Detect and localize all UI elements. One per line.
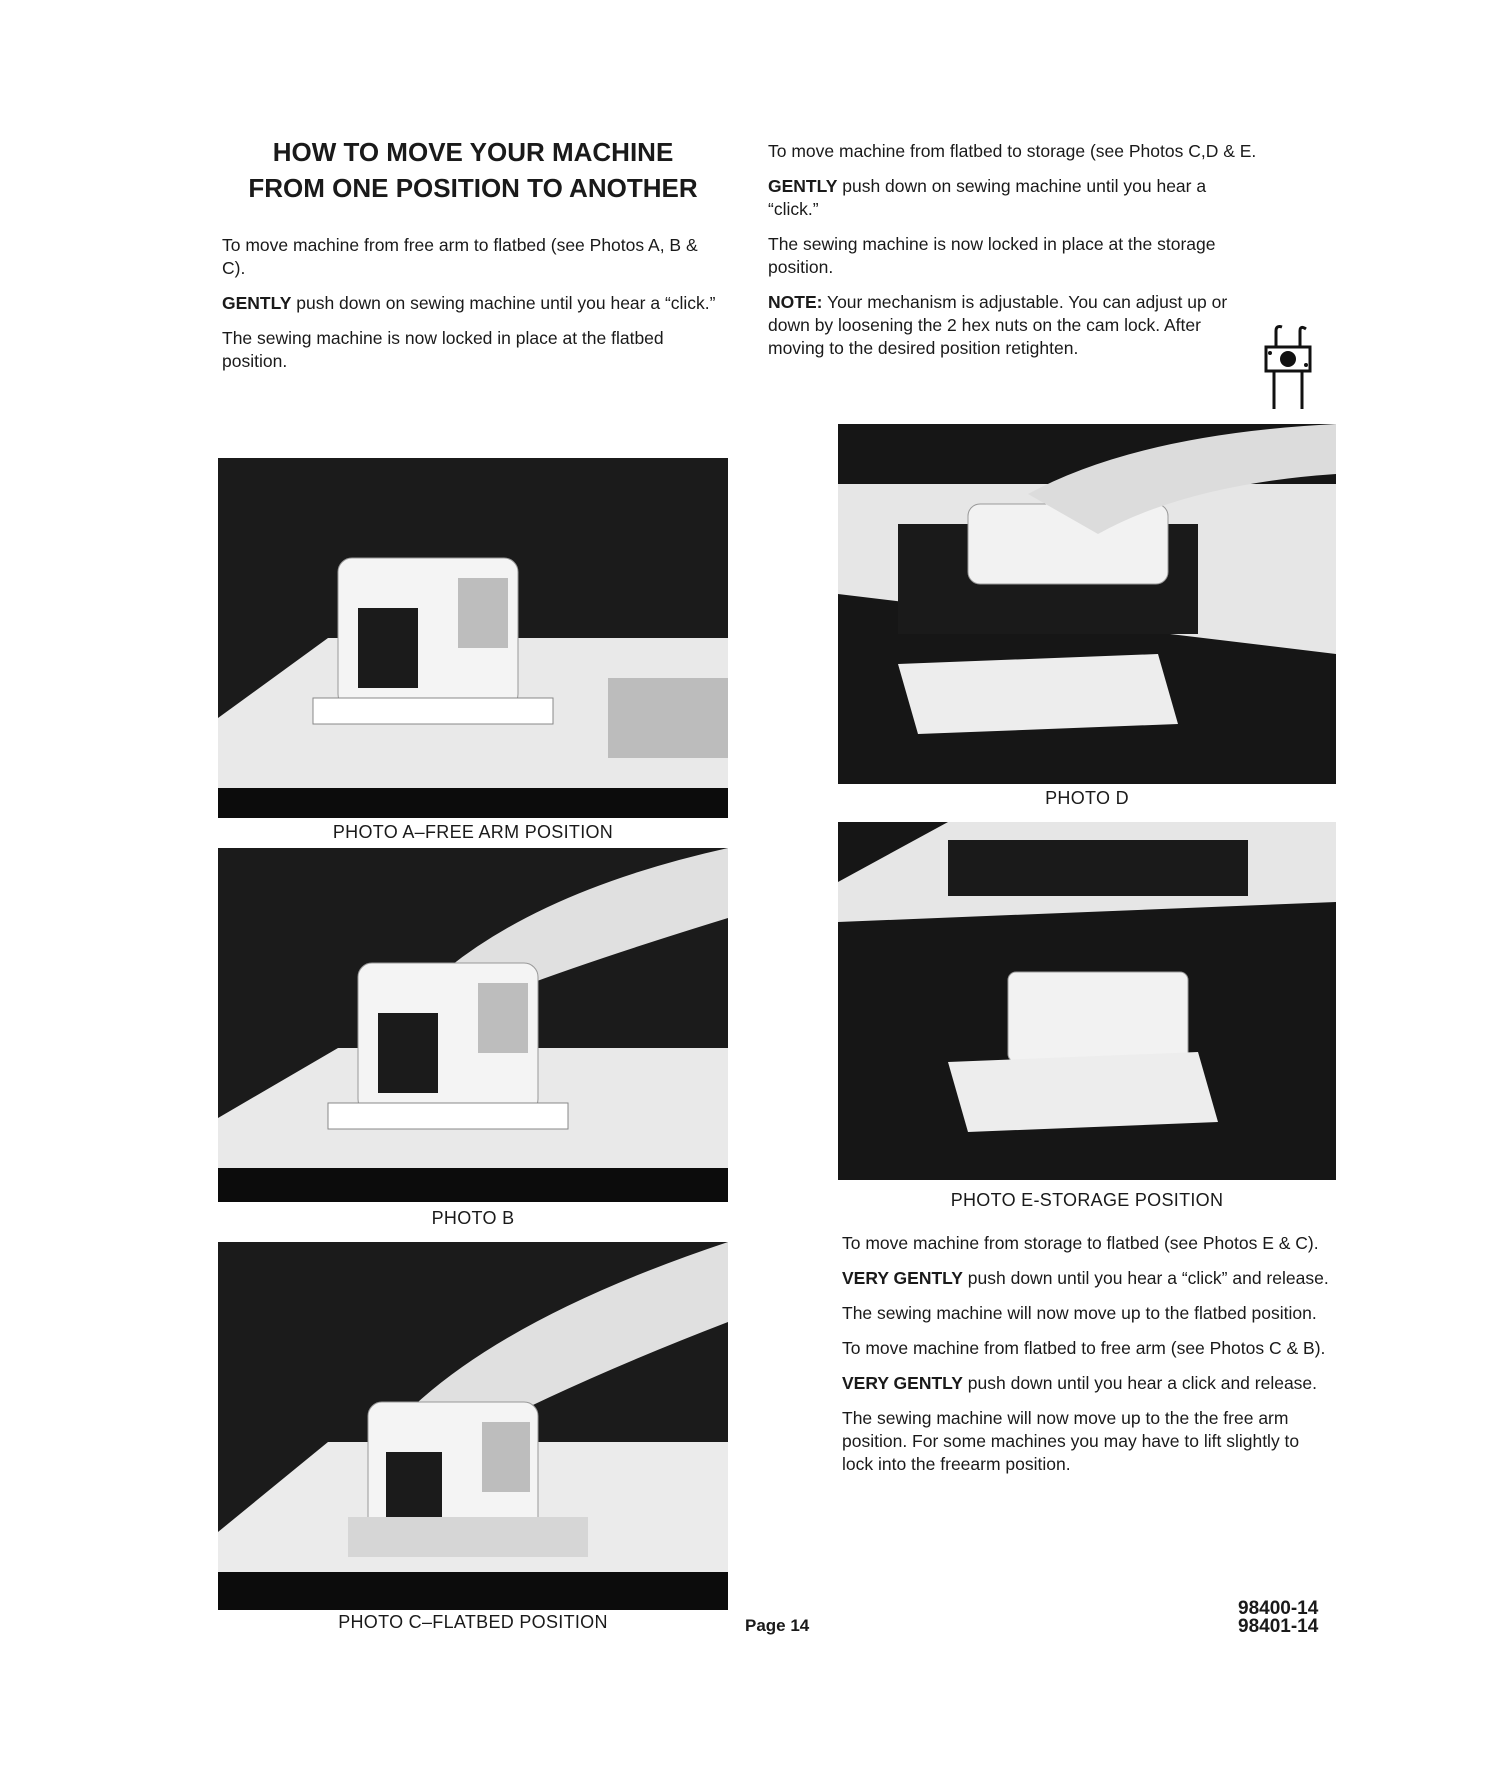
left-intro: To move machine from free arm to flatbed (see Photos A, B & C). [222, 235, 698, 278]
right-gently-step [768, 175, 1258, 221]
page-title-line-1: HOW TO MOVE YOUR MACHINE [272, 137, 674, 167]
page-title [218, 134, 728, 206]
caption-photo-a: PHOTO A–FREE ARM POSITION [332, 822, 614, 842]
right-intro: To move machine from flatbed to storage (see Photos C,D & E. [768, 141, 1257, 161]
page-title-line-2: FROM ONE POSITION TO ANOTHER [248, 173, 698, 203]
very-gently-text-1: push down until you hear a “click” and release. [962, 1268, 1329, 1288]
photo-c [218, 1242, 728, 1610]
page-number: Page 14 [745, 1616, 810, 1635]
cam-lock-icon [1262, 323, 1314, 413]
left-gently-bold: GENTLY [222, 293, 292, 313]
photo-e [838, 822, 1336, 1180]
flatbed-to-freearm-step [842, 1372, 1332, 1395]
caption-photo-c: PHOTO C–FLATBED POSITION [338, 1612, 608, 1632]
photo-a [218, 458, 728, 818]
very-gently-bold-1: VERY GENTLY [842, 1268, 963, 1288]
left-gently-text: push down on sewing machine until you hear a “click.” [291, 293, 716, 313]
photo-b [218, 848, 728, 1202]
note-text: Your mechanism is adjustable. You can adjust up or down by loosening the 2 hex nuts on the cam lock. After moving to the desired position retighten. [768, 292, 1228, 358]
model-codes [1238, 1600, 1318, 1636]
right-locked-note: The sewing machine is now locked in place at the storage position. [768, 234, 1216, 277]
flatbed-to-freearm-intro: To move machine from flatbed to free arm (see Photos C & B). [842, 1338, 1326, 1358]
left-gently-step [222, 292, 722, 315]
storage-to-flatbed-intro: To move machine from storage to flatbed (see Photos E & C). [842, 1233, 1319, 1253]
photo-d [838, 424, 1336, 784]
right-gently-bold: GENTLY [768, 176, 838, 196]
note-bold: NOTE: [768, 292, 823, 312]
caption-photo-d: PHOTO D [1045, 788, 1129, 808]
caption-photo-b: PHOTO B [431, 1208, 515, 1228]
right-top-instructions [768, 140, 1258, 372]
left-instructions [222, 234, 722, 385]
right-bottom-instructions [842, 1232, 1332, 1488]
right-gently-text: push down on sewing machine until you hear a “click.” [768, 176, 1207, 219]
model-code-2: 98401-14 [1238, 1616, 1319, 1637]
caption-photo-e: PHOTO E-STORAGE POSITION [950, 1190, 1224, 1210]
very-gently-bold-2: VERY GENTLY [842, 1373, 963, 1393]
right-adjust-note [768, 291, 1243, 360]
storage-to-flatbed-result: The sewing machine will now move up to the flatbed position. [842, 1303, 1317, 1323]
left-locked-note: The sewing machine is now locked in place at the flatbed position. [222, 328, 664, 371]
storage-to-flatbed-step [842, 1267, 1332, 1290]
flatbed-to-freearm-result: The sewing machine will now move up to the the free arm position. For some machines you may have to lift slightly to lock into the freearm position. [842, 1408, 1300, 1474]
very-gently-text-2: push down until you hear a click and release. [962, 1373, 1318, 1393]
model-code-1: 98400-14 [1238, 1598, 1319, 1619]
